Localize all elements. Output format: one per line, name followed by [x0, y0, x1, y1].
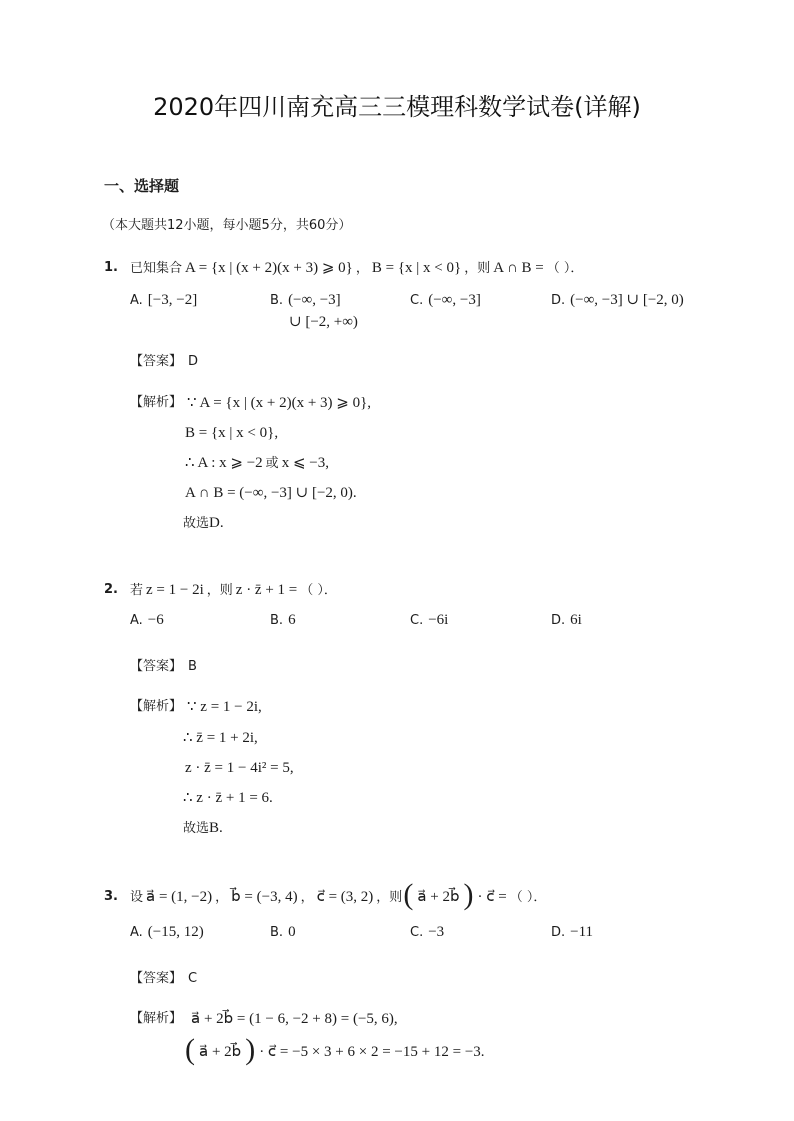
analysis-math: z · z̄ = 1 − 4i² = 5,: [185, 760, 294, 776]
answer-value: B: [188, 659, 197, 674]
option-c: [410, 290, 484, 314]
option-value: (−∞, −3]: [428, 292, 481, 308]
option-a: [130, 922, 207, 946]
analysis-label-text: 【解析】: [130, 699, 183, 714]
stem-text: 若: [130, 583, 144, 598]
option-value: −11: [570, 924, 594, 940]
analysis-math: a⃗ + 2b⃗ = (1 − 6, −2 + 8) = (−5, 6),: [191, 1011, 398, 1027]
stem-text: ，: [300, 890, 314, 905]
answer-label: 【答案】: [130, 971, 183, 986]
analysis-line-2: [182, 423, 281, 447]
page-title: 2020年四川南充高三三模理科数学试卷(详解): [153, 93, 641, 121]
option-value: 0: [288, 924, 296, 940]
analysis-math: A ∩ B = (−∞, −3] ∪ [−2, 0).: [185, 485, 357, 501]
stem-math: c⃗ = (3, 2): [316, 889, 374, 905]
option-b-continuation: [289, 312, 361, 336]
analysis-math: · c⃗ = −5 × 3 + 6 × 2 = −15 + 12 = −3.: [259, 1044, 485, 1060]
option-d: [551, 610, 585, 634]
analysis-math: D.: [209, 515, 224, 531]
question-stem: [130, 258, 583, 282]
stem-math: z · z̄ + 1 =: [235, 582, 298, 598]
stem-text: （ ）．: [546, 261, 584, 276]
stem-text: ，则: [206, 583, 233, 598]
question-number: 3.: [104, 889, 118, 904]
analysis-line-2: [184, 1033, 488, 1066]
analysis-label: [130, 1009, 182, 1032]
analysis-line-3: [182, 453, 332, 477]
analysis-label-text: 【解析】: [130, 395, 183, 410]
stem-math: A = {x | (x + 2)(x + 3) ⩾ 0}: [185, 260, 353, 276]
stem-text: ，则: [376, 890, 403, 905]
option-value: −3: [428, 924, 445, 940]
option-value: 6: [288, 612, 296, 628]
stem-text: 设: [130, 890, 144, 905]
option-value: (−∞, −3] ∪ [−2, 0): [570, 292, 684, 308]
big-right-paren: ): [463, 878, 474, 911]
stem-math: z = 1 − 2i: [146, 582, 204, 598]
stem-text: ，: [355, 261, 369, 276]
option-label: D.: [551, 293, 566, 308]
option-label: A.: [130, 925, 143, 940]
option-label: A.: [130, 293, 143, 308]
big-right-paren: ): [245, 1033, 256, 1066]
stem-text: 已知集合: [130, 261, 183, 276]
question-stem: [130, 580, 337, 604]
big-left-paren: (: [403, 878, 414, 911]
option-value: [−3, −2]: [147, 292, 198, 308]
answer: [130, 657, 197, 680]
analysis-label: [130, 393, 182, 416]
question-stem: [130, 878, 547, 911]
answer-label: 【答案】: [130, 659, 183, 674]
analysis-label: [130, 697, 182, 720]
analysis-line-2: [180, 728, 261, 752]
option-label: D.: [551, 613, 566, 628]
analysis-line-1: [184, 697, 265, 721]
option-value: ∪ [−2, +∞): [289, 314, 358, 330]
analysis-line-3: [182, 758, 297, 782]
question-number: 2.: [104, 582, 118, 597]
option-label: B.: [270, 925, 284, 940]
option-label: B.: [270, 613, 284, 628]
analysis-text: 故选: [183, 516, 210, 531]
option-b: [270, 610, 299, 634]
question-number: 1.: [104, 260, 118, 275]
option-value: (−∞, −3]: [288, 292, 341, 308]
stem-math: b⃗ = (−3, 4): [231, 889, 298, 905]
analysis-math: B = {x | x < 0},: [185, 425, 279, 441]
stem-math: · c⃗ =: [477, 889, 507, 905]
analysis-math: B.: [209, 820, 223, 836]
stem-text: （ ）．: [300, 583, 337, 598]
option-label: A.: [130, 613, 143, 628]
stem-math: A ∩ B =: [493, 260, 544, 276]
option-a: [130, 290, 200, 314]
analysis-label-text: 【解析】: [130, 1011, 183, 1026]
analysis-line-5: [183, 513, 227, 537]
stem-text: ，则: [464, 261, 491, 276]
analysis-text: 或: [265, 456, 279, 471]
answer-label: 【答案】: [130, 354, 183, 369]
stem-text: ，: [215, 890, 229, 905]
stem-math: a⃗ = (1, −2): [146, 889, 213, 905]
option-c: [410, 610, 451, 634]
option-label: D.: [551, 925, 566, 940]
analysis-text: 故选: [183, 821, 210, 836]
option-d: [551, 922, 596, 946]
analysis-math: ∴ z · z̄ + 1 = 6.: [183, 790, 273, 806]
option-label: B.: [270, 293, 284, 308]
option-d: [551, 290, 687, 314]
option-a: [130, 610, 167, 634]
answer: [130, 969, 197, 992]
answer-value: D: [188, 354, 199, 369]
analysis-line-1: [188, 1009, 401, 1033]
option-value: 6i: [570, 612, 582, 628]
analysis-line-1: [184, 393, 374, 417]
analysis-line-4: [180, 788, 276, 812]
section-heading: 一、选择题: [104, 177, 180, 195]
option-value: −6i: [428, 612, 449, 628]
option-value: (−15, 12): [147, 924, 204, 940]
option-b: [270, 290, 344, 314]
option-label: C.: [410, 613, 424, 628]
analysis-math: x ⩽ −3,: [281, 455, 329, 471]
analysis-math: ∴ A : x ⩾ −2: [185, 455, 263, 471]
analysis-math: ∵ z = 1 − 2i,: [187, 699, 262, 715]
analysis-line-4: [182, 483, 360, 507]
section-note: （本大题共12小题，每小题5分，共60分）: [102, 218, 352, 233]
analysis-line-5: [183, 818, 226, 842]
answer-value: C: [188, 971, 198, 986]
option-c: [410, 922, 447, 946]
option-label: C.: [410, 925, 424, 940]
option-b: [270, 922, 299, 946]
option-label: C.: [410, 293, 424, 308]
answer: [130, 352, 198, 375]
big-left-paren: (: [185, 1033, 195, 1066]
analysis-math: ∴ z̄ = 1 + 2i,: [183, 730, 258, 746]
analysis-math: a⃗ + 2b⃗: [199, 1044, 242, 1060]
stem-math: a⃗ + 2b⃗: [417, 889, 460, 905]
stem-text: （ ）．: [509, 890, 547, 905]
stem-math: B = {x | x < 0}: [371, 260, 462, 276]
analysis-math: ∵ A = {x | (x + 2)(x + 3) ⩾ 0},: [187, 395, 372, 411]
option-value: −6: [147, 612, 164, 628]
